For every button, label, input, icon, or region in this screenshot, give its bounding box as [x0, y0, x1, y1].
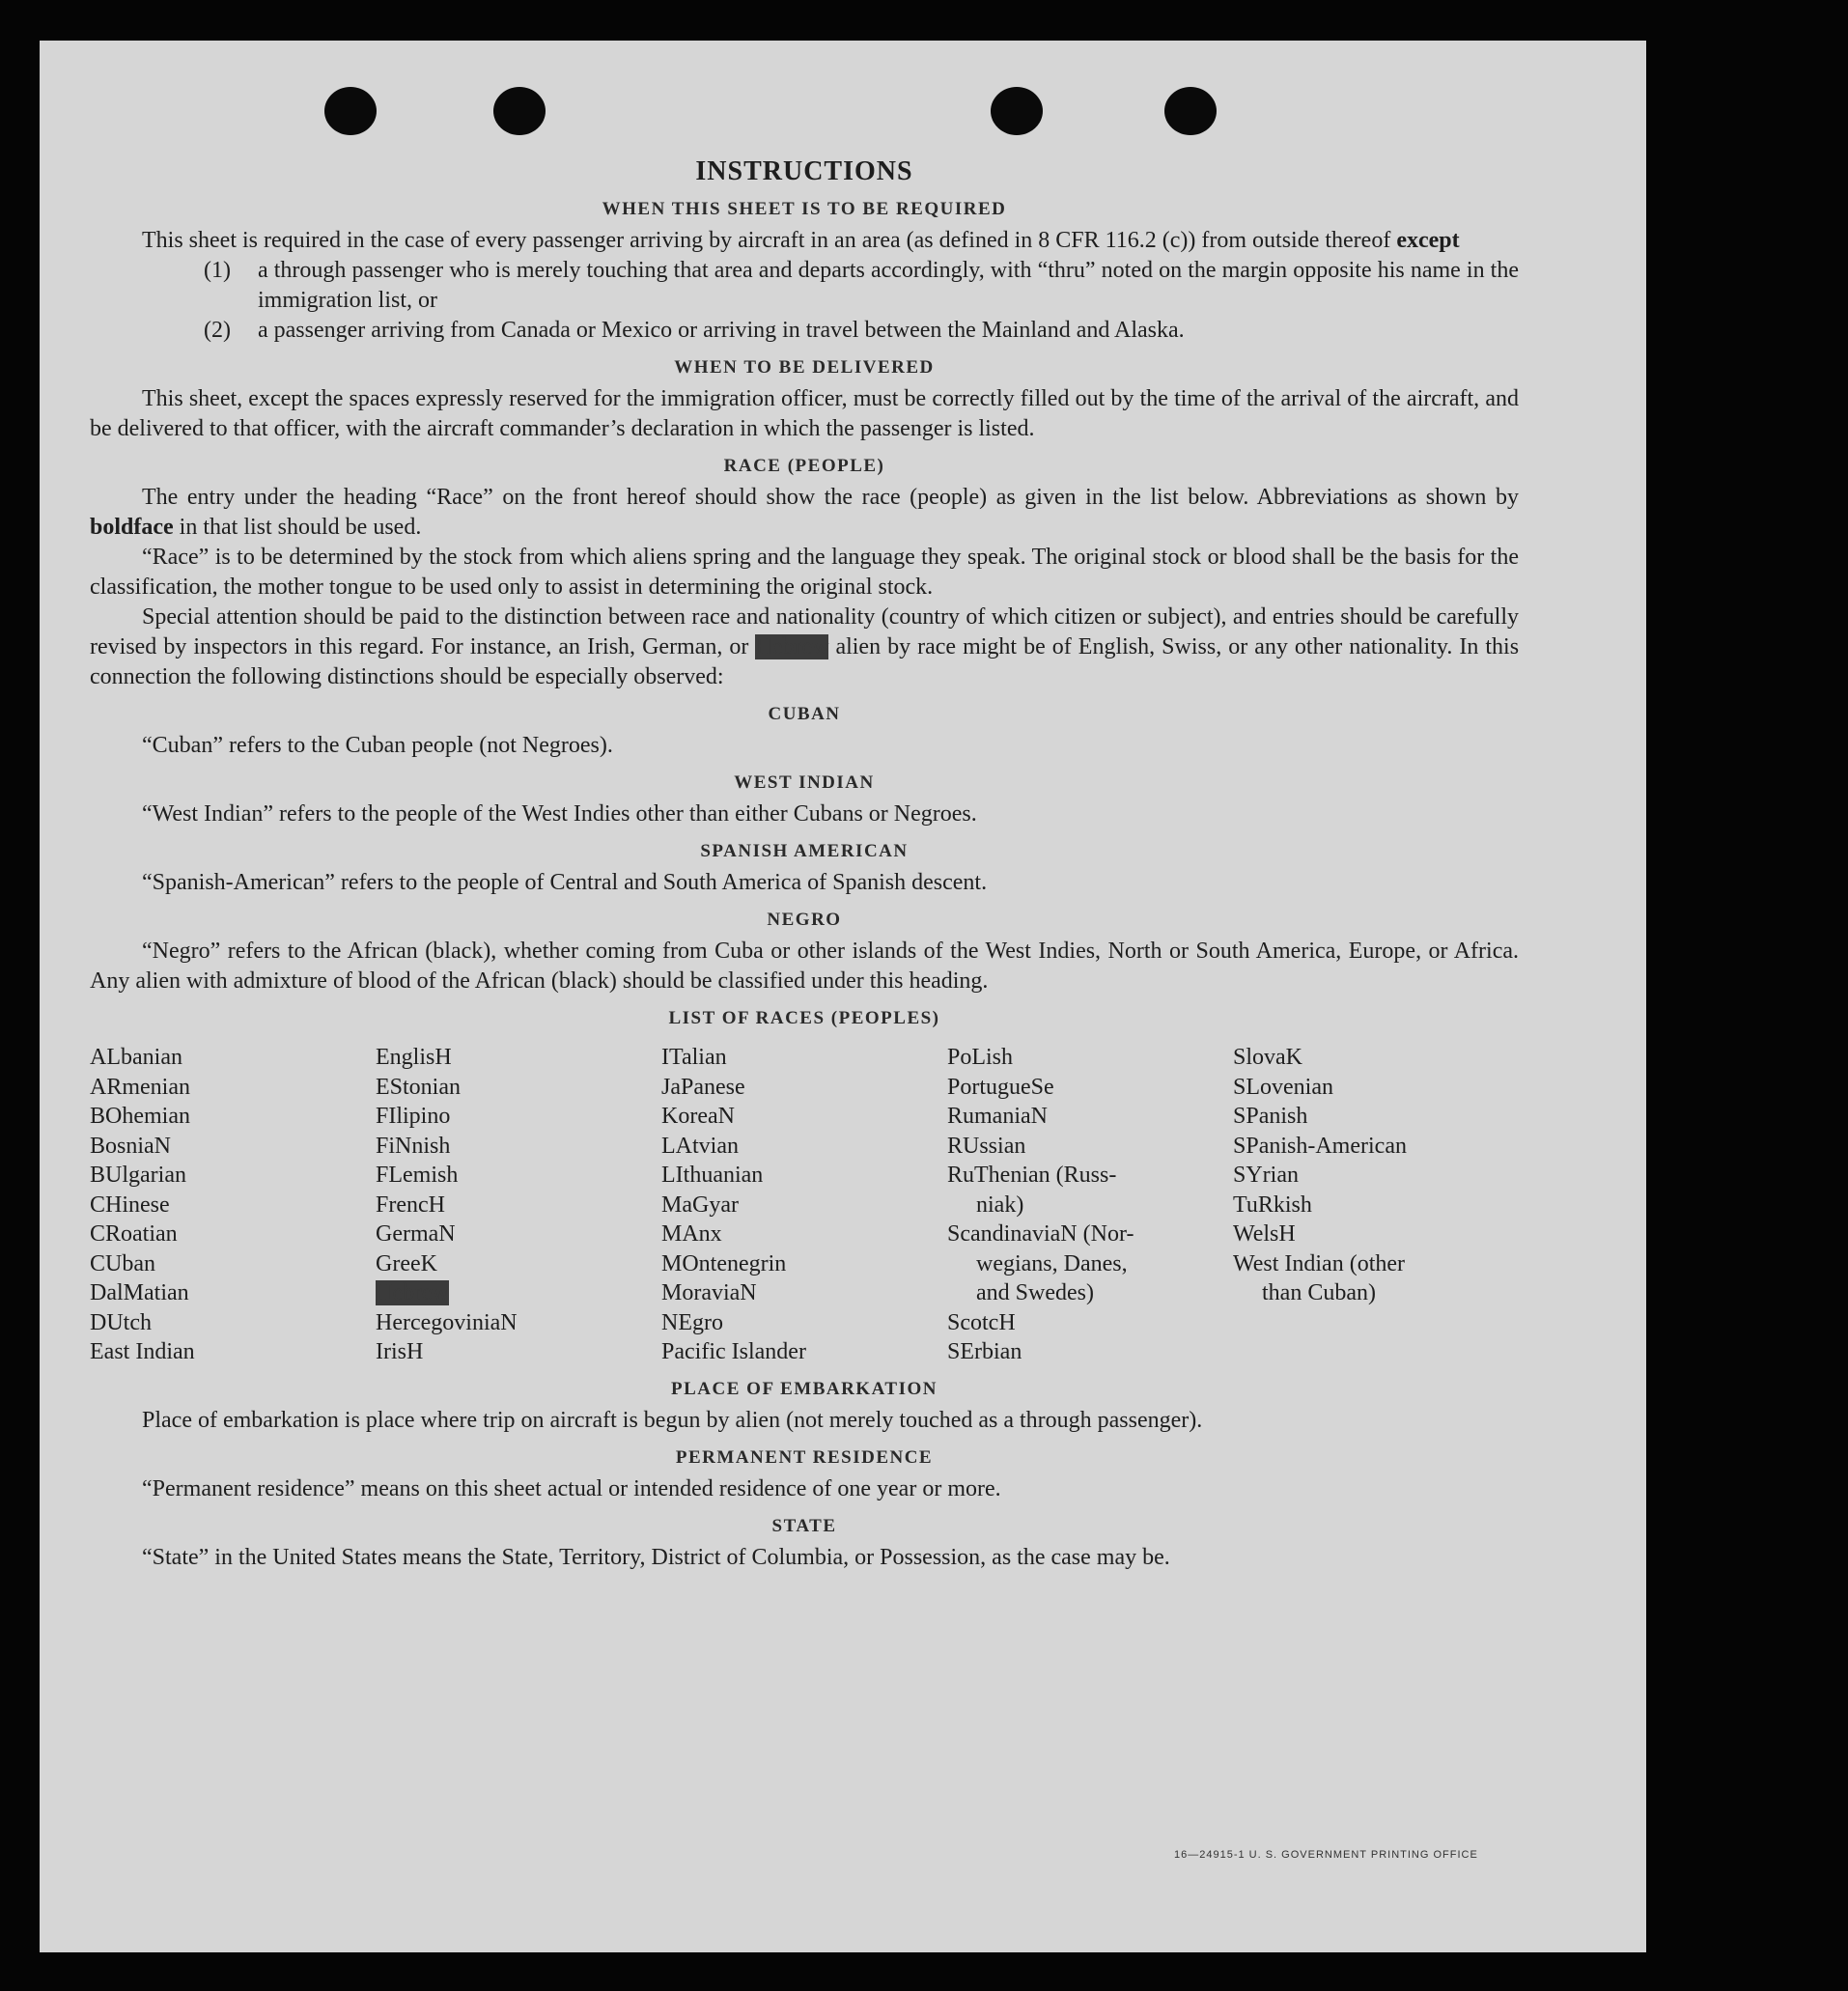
race-entry: CHinese [90, 1192, 170, 1218]
heading-cuban: CUBAN [768, 704, 841, 724]
heading-embarkation: PLACE OF EMBARKATION [671, 1378, 938, 1399]
race-entry: RumaniaN [947, 1104, 1048, 1129]
race-entry: niak) [976, 1192, 1024, 1218]
page-title: INSTRUCTIONS [695, 156, 913, 186]
race-entry: East Indian [90, 1339, 195, 1364]
race-entry: Pacific Islander [661, 1339, 806, 1364]
race-entry: SPanish-American [1233, 1133, 1407, 1159]
race-entry: SYrian [1233, 1163, 1299, 1188]
race-entry: SErbian [947, 1339, 1022, 1364]
paragraph-cuban: “Cuban” refers to the Cuban people (not Negroes). [142, 733, 613, 758]
paragraph-delivered: This sheet, except the spaces expressly reserved for the immigration officer, must be correctly filled out by the time of the arrival of the aircraft, and be delivered to that officer, with the aircraft commander’s declaration in which the passenger is listed. [90, 386, 1519, 441]
heading-negro: NEGRO [767, 910, 842, 930]
race-entry: ITalian [661, 1045, 727, 1070]
race-entry: ALbanian [90, 1045, 182, 1070]
punch-hole [1164, 87, 1217, 135]
heading-spanish-american: SPANISH AMERICAN [700, 841, 909, 861]
races-column [90, 1043, 376, 1367]
race-entry: LAtvian [661, 1133, 739, 1159]
punch-hole [991, 87, 1043, 135]
punch-hole [493, 87, 546, 135]
heading-when-required: WHEN THIS SHEET IS TO BE REQUIRED [602, 199, 1007, 219]
document-body [90, 156, 1519, 1573]
race-entry: CUban [90, 1250, 155, 1276]
heading-residence: PERMANENT RESIDENCE [675, 1446, 934, 1468]
race-entry: DalMatian [90, 1280, 189, 1305]
heading-west-indian: WEST INDIAN [734, 772, 875, 793]
paragraph-embarkation: Place of embarkation is place where trip on aircraft is begun by alien (not merely touched as a through passenger). [142, 1407, 1203, 1433]
races-column [947, 1043, 1233, 1367]
paragraph-race-2: “Race” is to be determined by the stock from which aliens spring and the language they speak. The original stock or blood shall be the basis for the classification, the mother tongue to be used only to assist in determining the original stock. [90, 545, 1519, 600]
paragraph-race-1: The entry under the heading “Race” on the front hereof should show the race (people) as given in the list below. Abbreviations as shown by boldface in that list should be used. [90, 485, 1519, 540]
race-entry-redacted: Hebrew [376, 1280, 449, 1305]
race-entry: West Indian (other [1233, 1250, 1406, 1276]
race-entry: ARmenian [90, 1074, 190, 1100]
race-entry: FLemish [376, 1163, 459, 1188]
race-entry: ScotcH [947, 1309, 1016, 1335]
race-entry: wegians, Danes, [976, 1250, 1128, 1276]
race-entry: TuRkish [1233, 1192, 1312, 1218]
race-entry: SPanish [1233, 1104, 1308, 1129]
race-entry: BosniaN [90, 1133, 171, 1159]
race-entry: BUlgarian [90, 1163, 186, 1188]
race-entry: SLovenian [1233, 1074, 1333, 1100]
paragraph-west-indian: “West Indian” refers to the people of the West Indies other than either Cubans or Negroes. [142, 801, 977, 827]
race-entry: ScandinaviaN (Nor- [947, 1221, 1134, 1247]
document-page [40, 41, 1646, 1952]
race-entry: LIthuanian [661, 1163, 764, 1188]
race-entry: IrisH [376, 1339, 424, 1364]
race-entry: MoraviaN [661, 1280, 757, 1305]
race-entry: GermaN [376, 1221, 456, 1247]
heading-when-delivered: WHEN TO BE DELIVERED [674, 357, 935, 378]
paragraph-required: This sheet is required in the case of every passenger arriving by aircraft in an area (as defined in 8 CFR 116.2 (c)) from outside thereof except [142, 228, 1460, 253]
race-entry: FrencH [376, 1192, 445, 1218]
race-entry: RuThenian (Russ- [947, 1163, 1117, 1188]
races-column [661, 1043, 947, 1367]
except-text: except [1396, 228, 1460, 253]
list-item: (2) a passenger arriving from Canada or Mexico or arriving in travel between the Mainland and Alaska. [204, 318, 1185, 343]
race-entry: PortugueSe [947, 1074, 1054, 1100]
heading-list-of-races: LIST OF RACES (PEOPLES) [668, 1008, 940, 1028]
race-entry: PoLish [947, 1045, 1014, 1070]
heading-race: RACE (PEOPLE) [723, 456, 885, 476]
race-entry: BOhemian [90, 1104, 190, 1129]
race-entry: FIlipino [376, 1104, 451, 1129]
heading-state: STATE [771, 1515, 837, 1536]
race-entry: MAnx [661, 1221, 722, 1247]
races-column [376, 1043, 661, 1367]
race-entry: MaGyar [661, 1192, 739, 1218]
paragraph-spanish-american: “Spanish-American” refers to the people of Central and South America of Spanish descent. [142, 870, 988, 895]
race-entry: MOntenegrin [661, 1250, 787, 1276]
race-entry: RUssian [947, 1133, 1026, 1159]
races-table [90, 1043, 1519, 1367]
redacted-word: Hebrew [755, 634, 829, 659]
list-item: (1) a through passenger who is merely touching that area and departs accordingly, with “thru” noted on the margin opposite his name in the immigration list, or [204, 258, 1519, 313]
race-entry: than Cuban) [1262, 1280, 1376, 1305]
races-column [1233, 1043, 1519, 1367]
paragraph-negro: “Negro” refers to the African (black), whether coming from Cuba or other islands of the West Indies, North or South America, Europe, or Africa. Any alien with admixture of blood of the African (black) should be classified under this heading. [90, 939, 1519, 994]
race-entry: EStonian [376, 1074, 461, 1100]
race-entry: WelsH [1233, 1221, 1296, 1247]
paragraph-state: “State” in the United States means the State, Territory, District of Columbia, or Possession, as the case may be. [142, 1544, 1170, 1570]
race-entry: GreeK [376, 1250, 437, 1276]
printer-imprint: 16—24915-1 U. S. GOVERNMENT PRINTING OFFICE [1174, 1849, 1478, 1861]
paragraph-residence: “Permanent residence” means on this sheet actual or intended residence of one year or more. [142, 1475, 1001, 1501]
race-entry: DUtch [90, 1309, 152, 1335]
race-entry: JaPanese [661, 1074, 745, 1100]
punch-hole [324, 87, 377, 135]
race-entry: EnglisH [376, 1045, 452, 1070]
race-entry: and Swedes) [976, 1280, 1094, 1305]
race-entry: FiNnish [376, 1133, 451, 1159]
race-entry: KoreaN [661, 1104, 735, 1129]
race-entry: CRoatian [90, 1221, 178, 1247]
paragraph-race-3: Special attention should be paid to the distinction between race and nationality (country of which citizen or subject), and entries should be carefully revised by inspectors in this regard. For instance, an Irish, German, or Hebrew alien by race might be of English, Swiss, or any other nationality. In this connection the following distinctions should be especially observed: [90, 604, 1520, 689]
race-entry: NEgro [661, 1309, 723, 1335]
race-entry: HercegoviniaN [376, 1309, 518, 1335]
race-entry: SlovaK [1233, 1045, 1302, 1070]
